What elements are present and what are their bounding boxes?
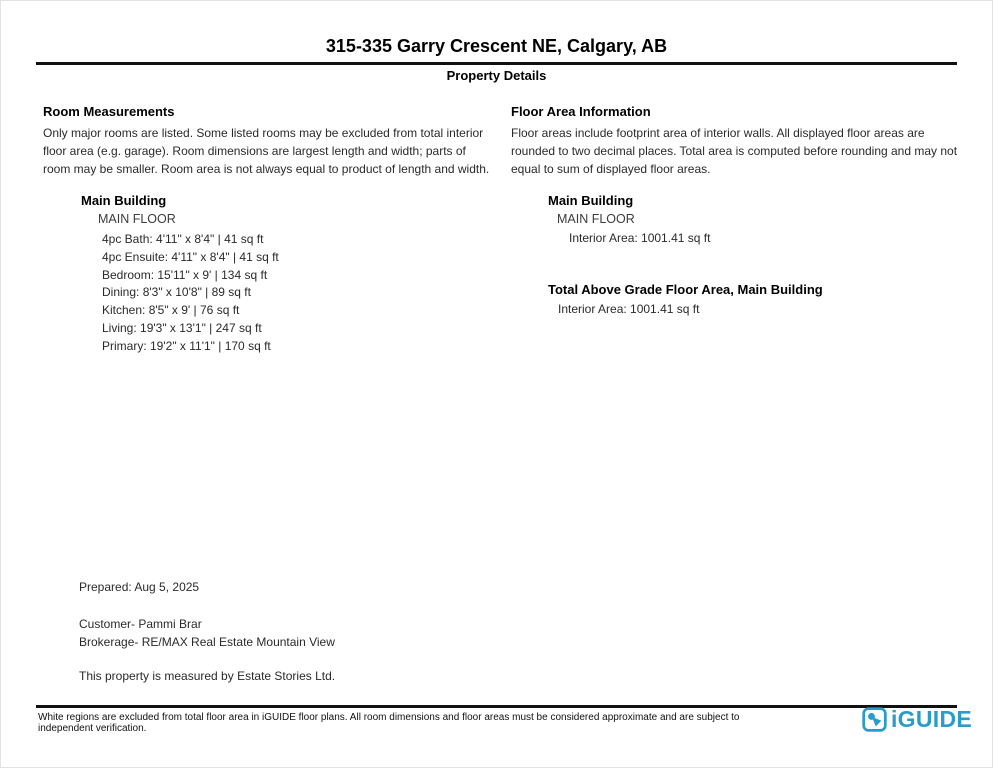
customer-block [79, 615, 335, 651]
measured-by: This property is measured by Estate Stories Ltd. [79, 669, 336, 683]
room-measurements-building [81, 193, 279, 356]
room-measurements-section [43, 104, 495, 178]
room-row: Primary: 19'2" x 11'1" | 170 sq ft [102, 338, 271, 353]
room-measurements-description: Only major rooms are listed. Some listed rooms may be excluded from total interior floor area (e.g. garage). Room dimensions are largest length and width; parts of room may be smaller. Room area is not always equal to product of length and width. [43, 126, 490, 176]
floor-name: MAIN FLOOR [557, 212, 635, 226]
floor-name: MAIN FLOOR [98, 212, 176, 226]
floor-area-building [548, 193, 710, 245]
total-interior-area-value: Interior Area: 1001.41 sq ft [558, 302, 700, 316]
iguide-logo [862, 706, 972, 733]
page-subtitle: Property Details [446, 68, 547, 83]
floor-area-description: Floor areas include footprint area of interior walls. All displayed floor areas are rounded to two decimal places. Total area is computed before rounding and may not equal to sum of displayed floor areas. [511, 126, 958, 176]
room-row: Living: 19'3" x 13'1" | 247 sq ft [102, 320, 262, 335]
page-title: 315-335 Garry Crescent NE, Calgary, AB [325, 36, 668, 56]
interior-area-value: Interior Area: 1001.41 sq ft [569, 231, 711, 245]
room-row: Dining: 8'3" x 10'8" | 89 sq ft [102, 285, 251, 300]
total-above-grade-block [548, 282, 823, 316]
floor-area-heading: Floor Area Information [511, 104, 651, 119]
total-above-grade-heading: Total Above Grade Floor Area, Main Building [548, 282, 823, 297]
room-row: 4pc Ensuite: 4'11" x 8'4" | 41 sq ft [102, 249, 279, 264]
room-list [81, 231, 279, 356]
footer-divider [36, 705, 957, 708]
customer-name: Customer- Pammi Brar [79, 617, 202, 631]
room-measurements-heading: Room Measurements [43, 104, 175, 119]
room-row: Bedroom: 15'11" x 9' | 134 sq ft [102, 267, 268, 282]
room-row: Kitchen: 8'5" x 9' | 76 sq ft [102, 303, 240, 318]
prepared-date: Prepared: Aug 5, 2025 [79, 580, 200, 594]
iguide-logo-text: iGUIDE [890, 706, 972, 732]
header-divider [36, 62, 957, 65]
room-row: 4pc Bath: 4'11" x 8'4" | 41 sq ft [102, 232, 264, 246]
iguide-logo-icon [862, 707, 887, 732]
building-name: Main Building [548, 193, 634, 208]
floor-area-section [511, 104, 963, 178]
footer-disclaimer: White regions are excluded from total floor area in iGUIDE floor plans. All room dimensions and floor areas must be considered approximate and are subject to independent verification. [38, 712, 740, 734]
brokerage-name: Brokerage- RE/MAX Real Estate Mountain View [79, 635, 335, 649]
building-name: Main Building [81, 193, 167, 208]
